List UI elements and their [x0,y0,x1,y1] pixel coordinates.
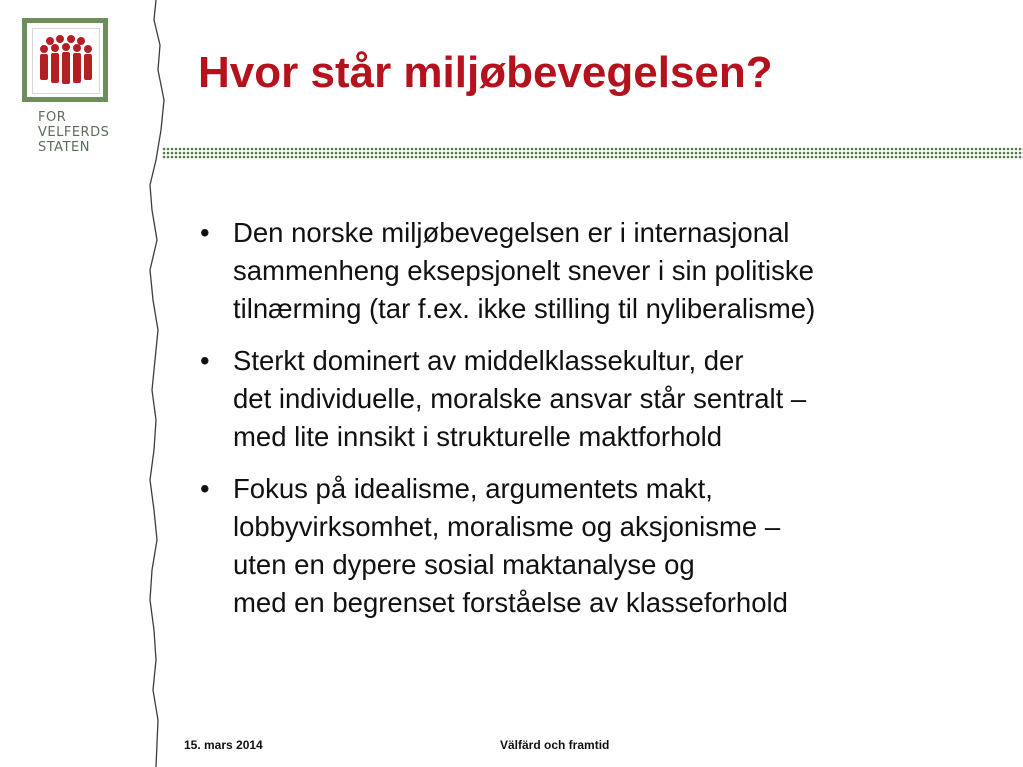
bullet-marker: • [200,217,210,248]
bullet-2-line-3: med lite innsikt i strukturelle maktforhold [233,421,723,452]
footer-title: Välfärd och framtid [500,738,610,752]
logo-line-1: FOR [38,110,67,125]
bullet-marker: • [200,473,210,504]
bullet-item-1 [196,214,1008,328]
bullet-3-line-3: uten en dypere sosial maktanalyse og [233,549,695,580]
bullet-1-line-3: tilnærming (tar f.ex. ikke stilling til nyliberalisme) [233,293,816,324]
bullet-2-line-2: det individuelle, moralske ansvar står sentralt – [233,383,807,414]
slide-title: Hvor står miljøbevegelsen? [198,48,773,97]
logo-inner-panel [32,28,100,94]
people-group-icon [33,29,99,93]
logo-line-2: VELFERDS [38,125,110,140]
bullet-item-2 [196,342,1008,456]
bullet-1-line-1: Den norske miljøbevegelsen er i internasjonal [233,217,790,248]
bullet-3-line-4: med en begrenset forståelse av klasseforhold [233,587,788,618]
organization-logo [22,18,110,163]
bullet-3-line-2: lobbyvirksomhet, moralisme og aksjonisme – [233,511,781,542]
footer-date: 15. mars 2014 [184,738,263,752]
bullet-list [196,214,1008,636]
bullet-3-line-1: Fokus på idealisme, argumentets makt, [233,473,713,504]
logo-line-3: STATEN [38,140,90,155]
bullet-item-3 [196,470,1008,622]
logo-wordmark [38,110,130,155]
bullet-1-line-2: sammenheng eksepsjonelt snever i sin politiske [233,255,814,286]
dotted-divider-rule [162,147,1023,159]
logo-frame [22,18,108,102]
bullet-marker: • [200,345,210,376]
bullet-2-line-1: Sterkt dominert av middelklassekultur, der [233,345,744,376]
